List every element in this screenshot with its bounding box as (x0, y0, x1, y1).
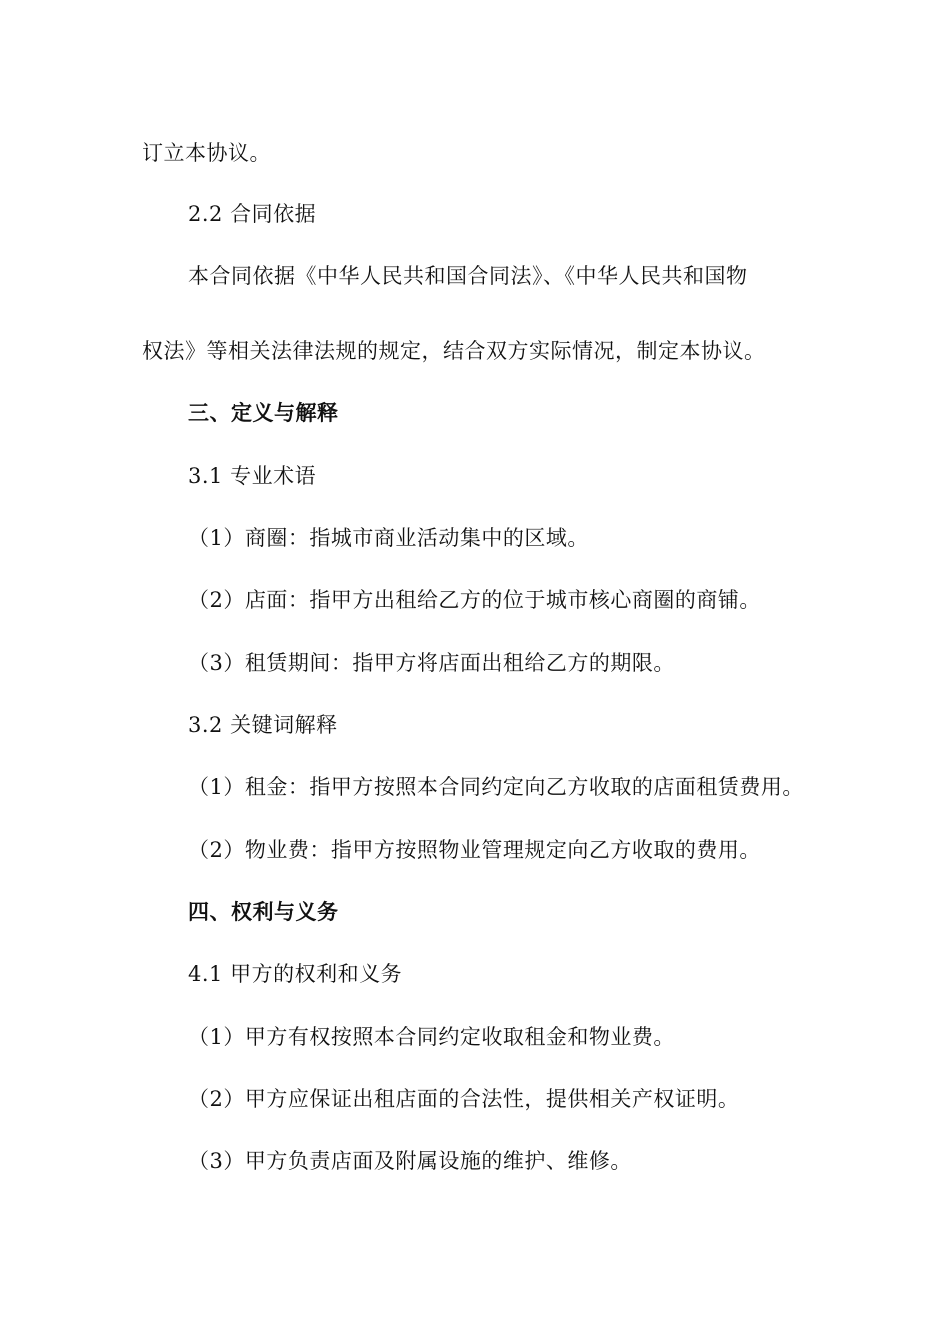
subsection-heading-3-1: 3.1 专业术语 (188, 464, 317, 488)
list-item: （2）物业费：指甲方按照物业管理规定向乙方收取的费用。 (188, 838, 761, 862)
list-item: （3）租赁期间：指甲方将店面出租给乙方的期限。 (188, 651, 675, 675)
paragraph-line: 本合同依据《中华人民共和国合同法》、《中华人民共和国物 (188, 264, 748, 288)
list-item: （3）甲方负责店面及附属设施的维护、维修。 (188, 1149, 632, 1173)
paragraph-line: 权法》等相关法律法规的规定，结合双方实际情况，制定本协议。 (142, 339, 766, 363)
section-heading-3: 三、定义与解释 (188, 401, 339, 425)
list-item: （2）甲方应保证出租店面的合法性，提供相关产权证明。 (188, 1087, 740, 1111)
list-item: （1）商圈：指城市商业活动集中的区域。 (188, 526, 589, 550)
list-item: （1）租金：指甲方按照本合同约定向乙方收取的店面租赁费用。 (188, 775, 804, 799)
subsection-heading-4-1: 4.1 甲方的权利和义务 (188, 962, 403, 986)
section-heading-4: 四、权利与义务 (188, 900, 339, 924)
list-item: （2）店面：指甲方出租给乙方的位于城市核心商圈的商铺。 (188, 588, 761, 612)
subsection-heading-3-2: 3.2 关键词解释 (188, 713, 338, 737)
paragraph-continuation: 订立本协议。 (142, 141, 271, 165)
subsection-heading-2-2: 2.2 合同依据 (188, 202, 317, 226)
list-item: （1）甲方有权按照本合同约定收取租金和物业费。 (188, 1025, 675, 1049)
